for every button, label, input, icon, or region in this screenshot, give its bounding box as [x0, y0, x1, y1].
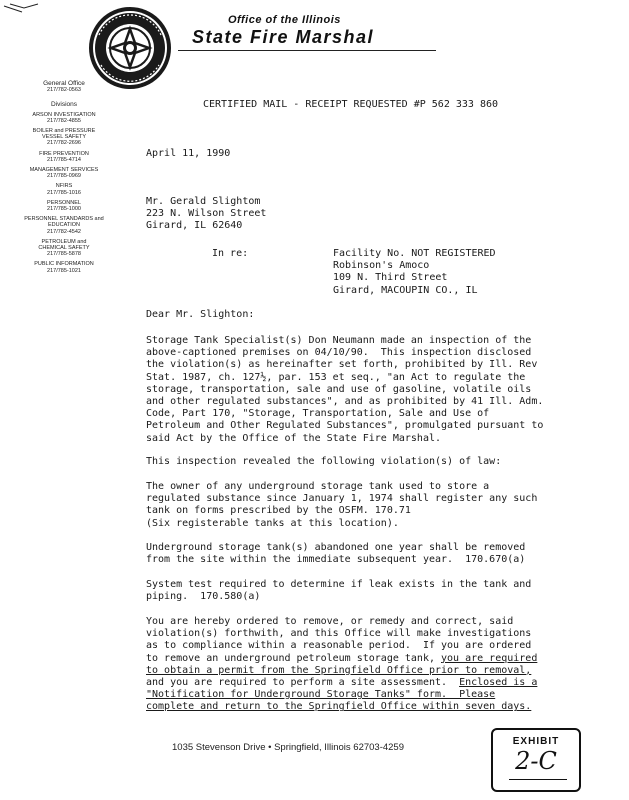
recipient-name: Mr. Gerald Slightom: [146, 196, 261, 207]
text-line: above-captioned premises on 04/10/90. This inspection disclosed: [146, 347, 532, 359]
violation-abandoned-tanks: [146, 542, 525, 566]
salutation: Dear Mr. Slighton:: [146, 309, 255, 320]
text-line: from the site within the immediate subsequent year. 170.670(a): [146, 554, 526, 566]
text-line: violation(s) forthwith, and this Office will make investigations: [146, 628, 532, 640]
division-phone: 217/782-4855: [47, 117, 81, 124]
division-name: PERSONNEL: [47, 199, 81, 206]
recipient-city: Girard, IL 62640: [146, 220, 243, 232]
division-name: PUBLIC INFORMATION: [34, 261, 94, 268]
division-phone: 217/782-4542: [47, 228, 81, 235]
facility-number: Facility No. NOT REGISTERED: [333, 248, 496, 259]
division-petroleum: [14, 239, 114, 258]
footer-address: 1035 Stevenson Drive • Springfield, Illinois 62703-4259: [172, 742, 404, 753]
text-line: Code, Part 170, "Storage, Transportation, Sale and Use of: [146, 408, 490, 420]
division-name: BOILER and PRESSURE VESSEL SAFETY: [32, 128, 96, 141]
underlined-requirement: you are required: [441, 652, 538, 664]
division-name: PERSONNEL STANDARDS and EDUCATION: [24, 216, 104, 229]
in-re-label: In re:: [212, 248, 249, 259]
facility-name: Robinson's Amoco: [333, 260, 430, 272]
text-line: Underground storage tank(s) abandoned one year shall be removed: [146, 542, 526, 553]
text-fragment: and you are required to perform a site assessment.: [146, 677, 460, 689]
division-fire-prevention: [14, 151, 114, 163]
text-line: [146, 677, 537, 689]
text-line: (Six registerable tanks at this location).: [146, 517, 399, 529]
text-line: [146, 653, 537, 665]
violation-system-test: [146, 579, 531, 603]
facility-block: [333, 248, 496, 297]
state-fire-marshal-seal: [87, 5, 173, 91]
underlined-enclosure: Enclosed is a: [459, 677, 538, 689]
text-line: Storage Tank Specialist(s) Don Neumann made an inspection of the: [146, 335, 532, 346]
division-public-info: [14, 261, 114, 273]
general-office-phone: 217/782-0563: [47, 87, 81, 94]
division-personnel: [14, 200, 114, 212]
text-line: said Act by the Office of the State Fire Marshal.: [146, 432, 442, 444]
page-title: State Fire Marshal: [192, 27, 375, 47]
division-name: FIRE PREVENTION: [39, 150, 89, 157]
division-phone: 217/785-4714: [47, 156, 81, 163]
text-line: storage, transportation, sale and use of gasoline, volatile oils: [146, 383, 532, 395]
text-line: as to compliance within a reasonable period. If you are ordered: [146, 640, 532, 652]
general-office-label: General Office: [43, 80, 85, 87]
division-personnel-standards: [14, 216, 114, 235]
division-boiler: [14, 128, 114, 147]
exhibit-label: EXHIBIT: [512, 736, 560, 747]
underlined-enclosure: complete and return to the Springfield Office within seven days.: [146, 701, 532, 713]
text-line: Stat. 1987, ch. 127½, par. 153 et seq., "an Act to regulate the: [146, 371, 526, 383]
order-paragraph: [146, 616, 537, 714]
division-phone: 217/785-1016: [47, 189, 81, 196]
text-fragment: to remove an underground petroleum storage tank,: [146, 652, 442, 664]
division-phone: 217/785-1000: [47, 206, 81, 213]
header-rule: [178, 50, 436, 51]
exhibit-underline: [509, 779, 567, 780]
division-name: ARSON INVESTIGATION: [32, 111, 96, 118]
violation-registration: [146, 481, 537, 530]
recipient-street: 223 N. Wilson Street: [146, 208, 267, 220]
division-arson: [14, 112, 114, 124]
text-line: regulated substance since January 1, 1974 shall register any such: [146, 493, 538, 505]
certified-mail-line: CERTIFIED MAIL - RECEIPT REQUESTED #P 562 333 860: [203, 99, 499, 110]
division-name: NFIRS: [55, 183, 73, 190]
division-phone: 217/785-1021: [47, 267, 81, 274]
inspection-paragraph: [146, 335, 543, 445]
text-line: System test required to determine if leak exists in the tank and: [146, 579, 532, 590]
violations-intro: This inspection revealed the following violation(s) of law:: [146, 456, 502, 467]
letter-date: April 11, 1990: [146, 148, 231, 159]
recipient-address: [146, 196, 266, 233]
text-line: The owner of any underground storage tank used to store a: [146, 481, 490, 492]
corner-scribble: [2, 2, 42, 18]
exhibit-sticker: [491, 728, 581, 792]
division-nfirs: [14, 183, 114, 195]
division-phone: 217/785-5878: [47, 251, 81, 258]
text-line: and other regulated substances", and as prohibited by 41 Ill. Adm.: [146, 396, 544, 408]
division-phone: 217/785-0969: [47, 173, 81, 180]
division-name: PETROLEUM and CHEMICAL SAFETY: [38, 238, 90, 252]
underlined-enclosure: "Notification for Underground Storage Tanks" form. Please: [146, 689, 496, 701]
exhibit-number: 2-C: [515, 747, 557, 775]
text-line: piping. 170.580(a): [146, 591, 261, 603]
division-name: MANAGEMENT SERVICES: [29, 167, 99, 174]
office-line: Office of the Illinois: [228, 14, 341, 26]
facility-street: 109 N. Third Street: [333, 272, 448, 284]
divisions-label: Divisions: [50, 101, 77, 109]
text-line: Petroleum and Other Regulated Substances", promulgated pursuant to: [146, 420, 544, 432]
division-sidebar: [14, 81, 114, 278]
division-management: [14, 167, 114, 179]
division-phone: 217/782-2696: [47, 140, 81, 147]
text-line: the violation(s) as hereinafter set forth, prohibited by Ill. Rev: [146, 359, 538, 371]
underlined-requirement: to obtain a permit from the Springfield Office prior to removal,: [146, 664, 532, 676]
text-line: tank on forms prescribed by the OSFM. 170.71: [146, 505, 411, 517]
facility-city: Girard, MACOUPIN CO., IL: [333, 284, 478, 296]
text-line: You are hereby ordered to remove, or remedy and correct, said: [146, 616, 514, 627]
